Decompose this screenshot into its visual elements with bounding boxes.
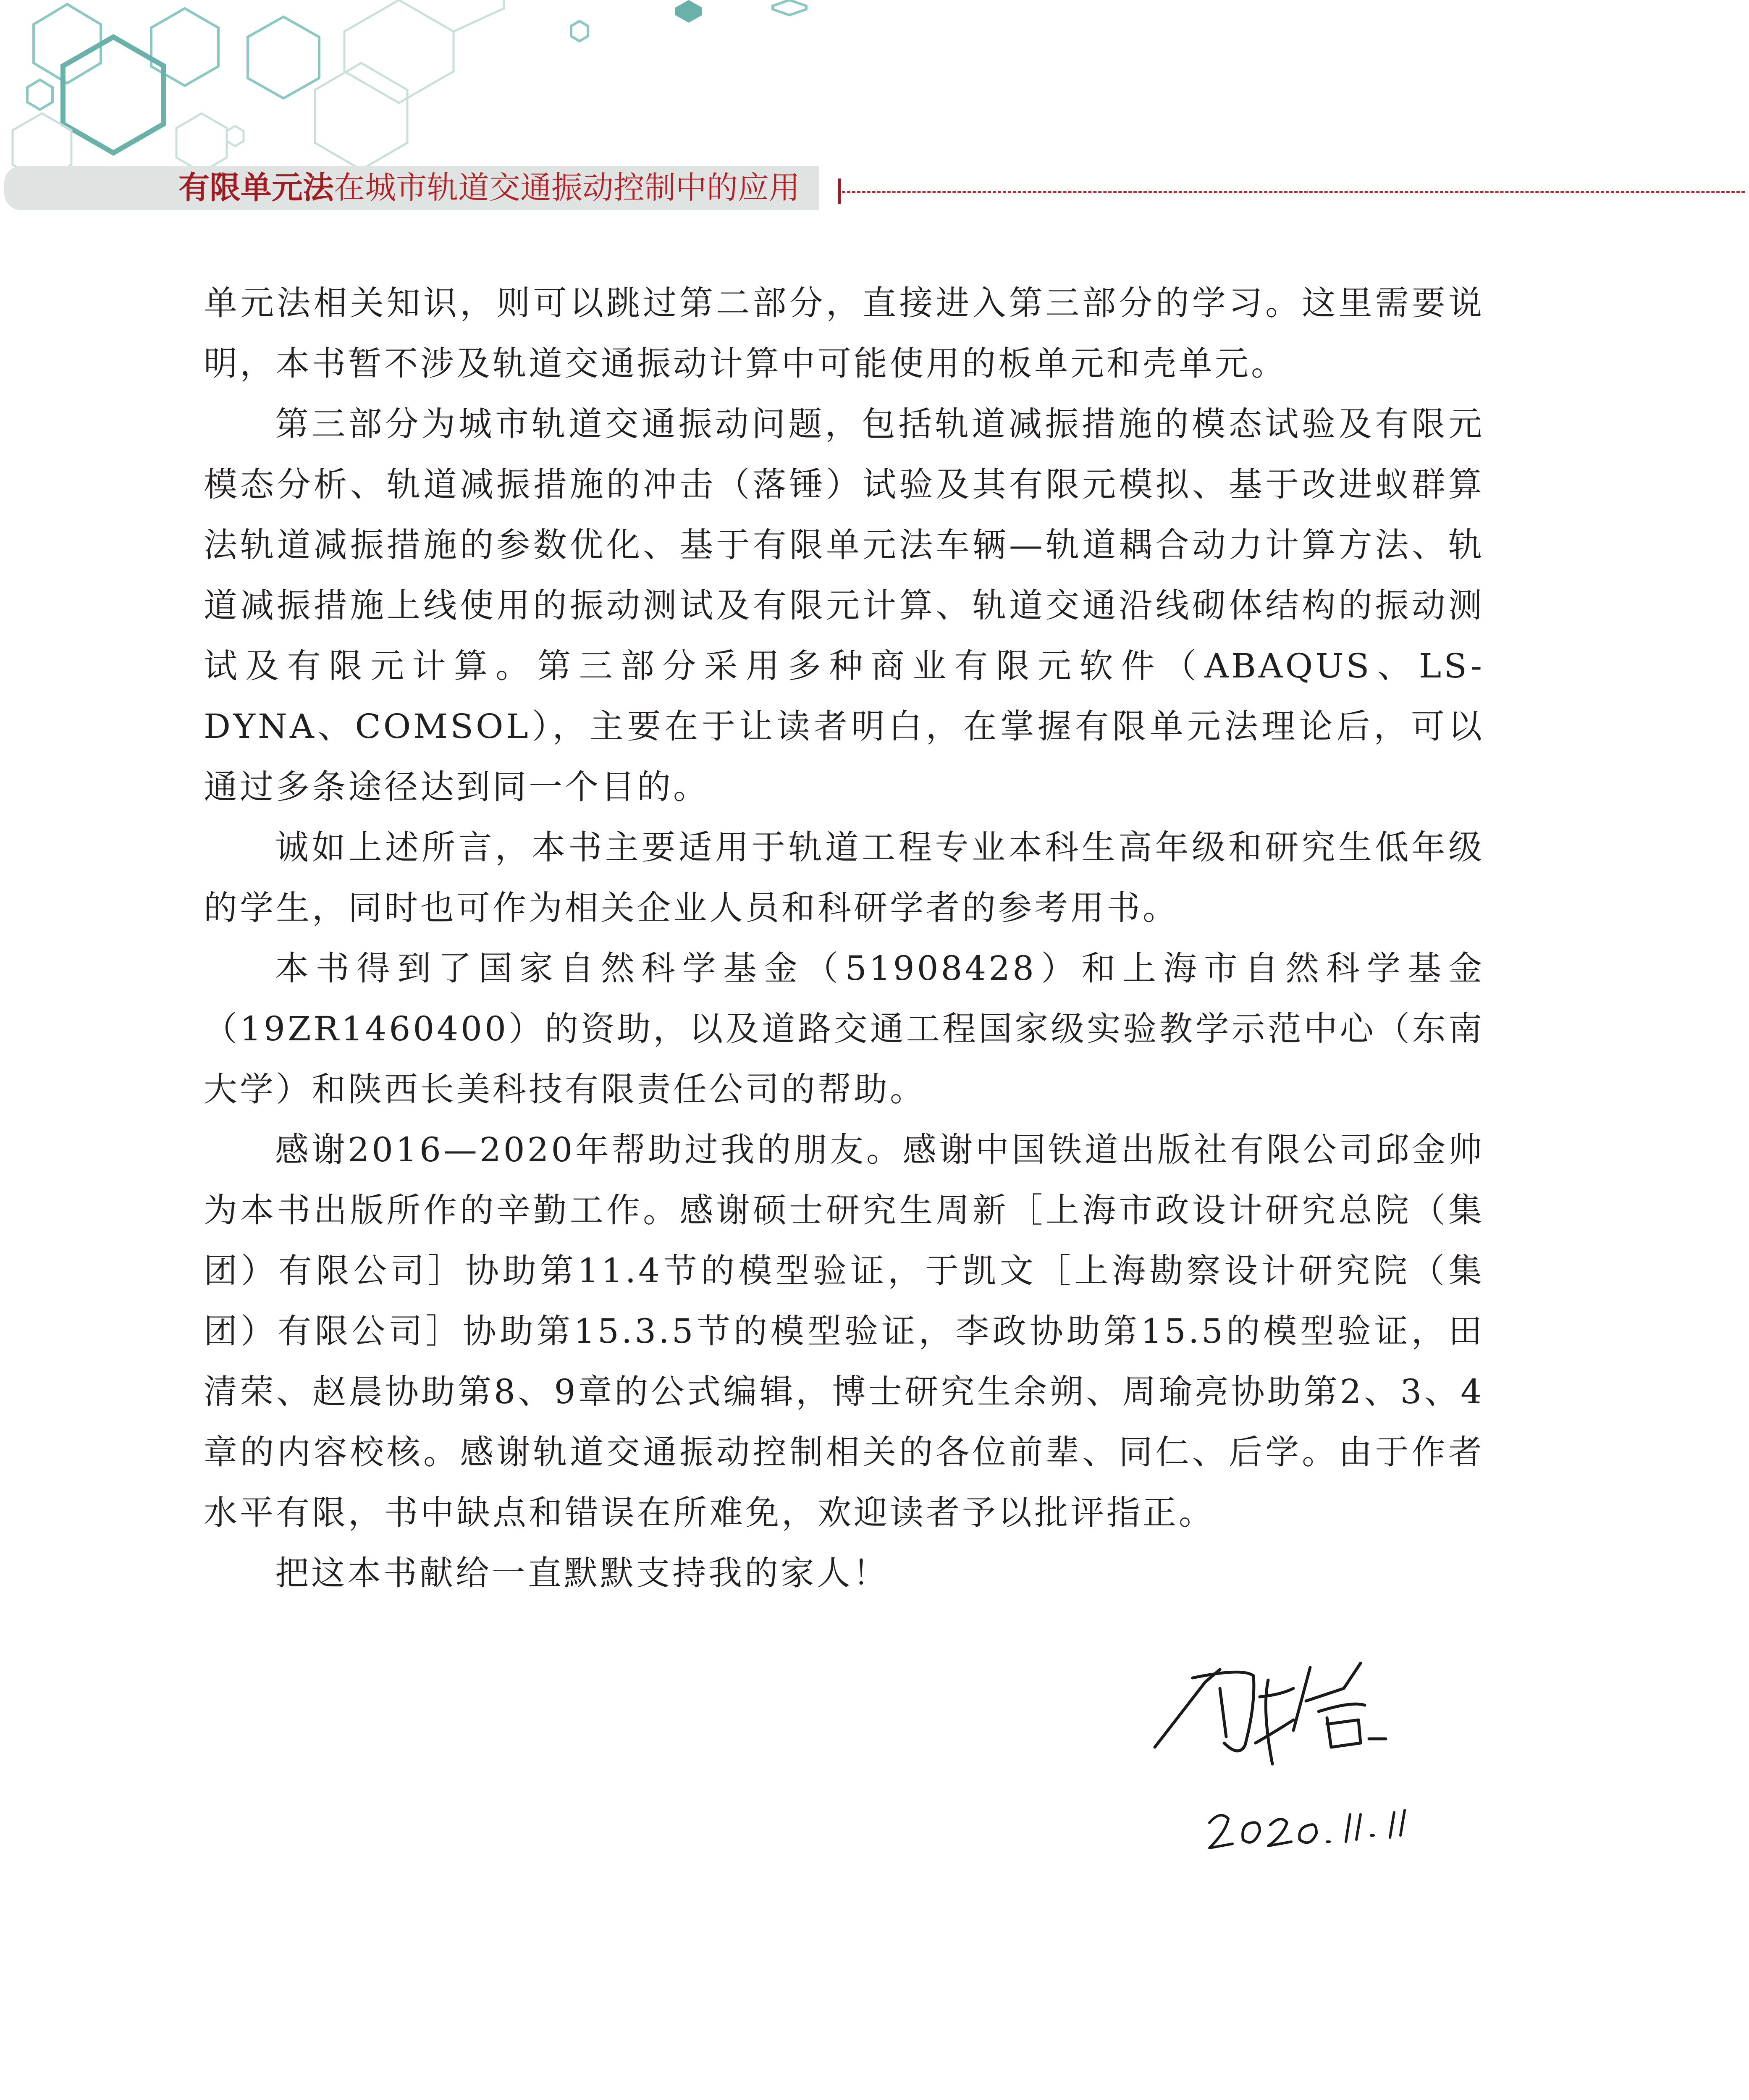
paragraph: 诚如上述所言，本书主要适用于轨道工程专业本科生高年级和研究生低年级的学生，同时也可作为相关企业人员和科研学者的参考用书。 [204, 828, 1484, 927]
paragraph: 把这本书献给一直默默支持我的家人！ [275, 1554, 889, 1593]
paragraph: 本书得到了国家自然科学基金（51908428）和上海市自然科学基金（19ZR1460400）的资助，以及道路交通工程国家级实验教学示范中心（东南大学）和陕西长美科技有限责任公司的帮助。 [204, 949, 1484, 1109]
hexagon-shape [227, 126, 244, 146]
hexagon-shape [675, 0, 702, 23]
running-head-rest: 在城市轨道交通振动控制中的应用 [334, 170, 800, 206]
handwritten-signature [1142, 1638, 1445, 1856]
hexagon-shape [344, 0, 454, 103]
header-separator [838, 178, 841, 204]
hexagon-shape [773, 0, 806, 15]
hexagon-shape [27, 80, 52, 110]
hexagon-shape [63, 37, 164, 153]
running-head-highlight: 有限单元法 [178, 170, 334, 206]
hexagon-shape [248, 17, 319, 98]
hexagon-decoration [0, 0, 882, 176]
paragraph: 单元法相关知识，则可以跳过第二部分，直接进入第三部分的学习。这里需要说明，本书暂不涉及轨道交通振动计算中可能使用的板单元和壳单元。 [204, 284, 1484, 383]
hexagon-shape [571, 21, 588, 41]
hexagon-shape [176, 113, 227, 172]
body-text [204, 273, 1484, 1604]
paragraph: 第三部分为城市轨道交通振动问题，包括轨道减振措施的模态试验及有限元模态分析、轨道减振措施的冲击（落锤）试验及其有限元模拟、基于改进蚁群算法轨道减振措施的参数优化、基于有限单元法车辆—轨道耦合动力计算方法、轨道减振措施上线使用的振动测试及有限元计算、轨道交通沿线砌体结构的振动测试及有限元计算。第三部分采用多种商业有限元软件（ABAQUS、LS-DYNA、COMSOL），主要在于让读者明白，在掌握有限单元法理论后，可以通过多条途径达到同一个目的。 [204, 404, 1484, 806]
paragraph: 感谢2016—2020年帮助过我的朋友。感谢中国铁道出版社有限公司邱金帅为本书出版所作的辛勤工作。感谢硕士研究生周新［上海市政设计研究总院（集团）有限公司］协助第11.4节的模型验证，于凯文［上海勘察设计研究院（集团）有限公司］协助第15.3.5节的模型验证，李政协助第15.5的模型验证，田清荣、赵晨协助第8、9章的公式编辑，博士研究生余朔、周瑜亮协助第2、3、4章的内容校核。感谢轨道交通振动控制相关的各位前辈、同仁、后学。由于作者水平有限，书中缺点和错误在所难免，欢迎读者予以批评指正。 [204, 1130, 1484, 1532]
hexagon-shape [34, 4, 101, 83]
running-head-title [178, 169, 800, 207]
hexagon-shape [315, 63, 407, 170]
header-dashed-rule [842, 191, 1745, 193]
